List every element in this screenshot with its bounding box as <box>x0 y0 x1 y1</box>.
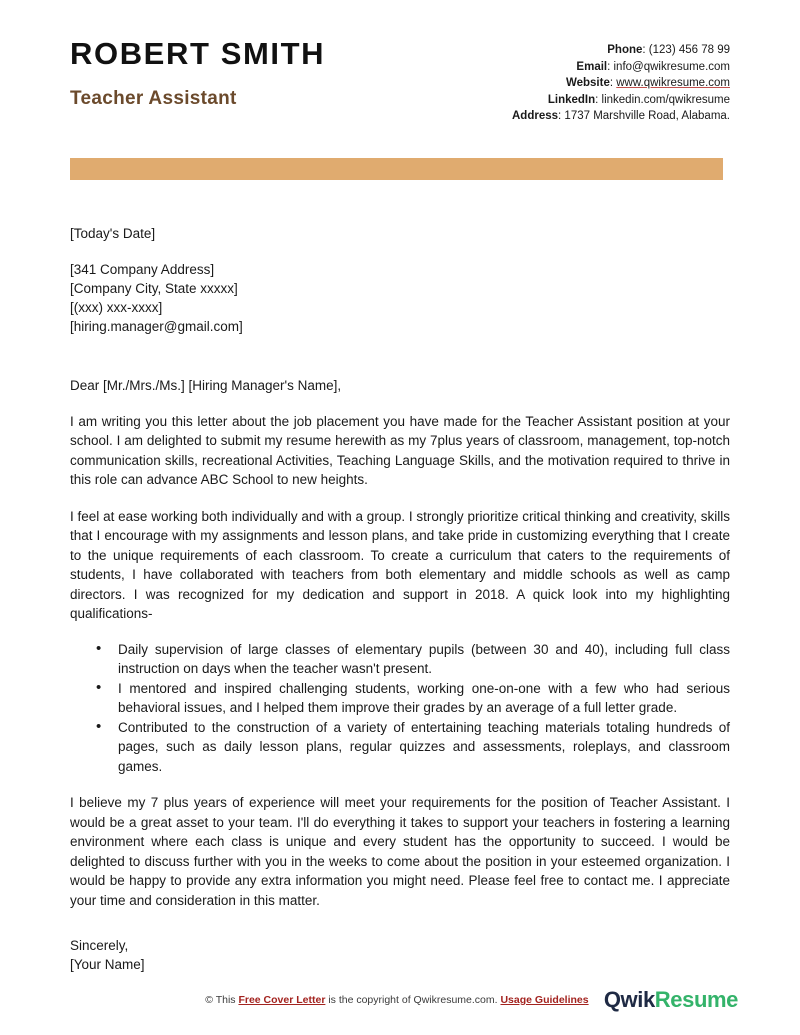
letter-body <box>70 224 730 975</box>
list-item: • Contributed to the construction of a variety of entertaining teaching materials totaling hundreds of pages, such as daily lesson plans, regular quizzes and assessments, roleplays, and classroom games. <box>118 718 730 777</box>
contact-separator: : <box>595 93 602 106</box>
body-paragraph-2: I feel at ease working both individually and with a group. I strongly prioritize critical thinking and creativity, skills that I encourage with my assignments and lesson plans, and take pride in customizing everything that I create to the unique requirements of each classroom. To create a curriculum that caters to the requirements of students, I have collaborated with teachers from both elementary and middle schools as well as camp directors. I was recognized for my dedication and support in 2018. A quick look into my highlighting qualifications- <box>70 508 730 621</box>
contact-value-address: 1737 Marshville Road, Alabama. <box>564 110 730 122</box>
contact-value-website-link[interactable]: www.qwikresume.com <box>616 77 730 89</box>
qualifications-list <box>70 640 730 777</box>
body-paragraph-1: I am writing you this letter about the job placement you have made for the Teacher Assistant position at your school. I am delighted to submit my resume herewith as my 7plus years of classroom, management, top-notch communication skills, recreational Activities, Teaching Language Skills, and the motivation required to thrive in this role can advance ABC School to new heights. <box>70 413 730 487</box>
contact-value-phone: (123) 456 78 99 <box>648 44 730 56</box>
contact-separator: : <box>607 60 614 73</box>
contact-row-website <box>512 75 730 92</box>
contact-value-linkedin: linkedin.com/qwikresume <box>601 93 730 106</box>
contact-label-email: Email <box>576 60 608 73</box>
letter-header <box>70 0 730 125</box>
contact-label-phone: Phone <box>607 44 643 56</box>
contact-label-linkedin: LinkedIn <box>547 93 596 106</box>
logo-text-resume: Resume <box>654 987 738 1012</box>
contact-label-address: Address <box>512 110 559 122</box>
salutation: Dear [Mr./Mrs./Ms.] [Hiring Manager's Name], <box>70 377 342 393</box>
contact-details-block <box>512 36 730 125</box>
copyright-icon: © <box>205 994 213 1006</box>
contact-separator: : <box>609 77 617 89</box>
recipient-line-email: [hiring.manager@gmail.com] <box>70 318 243 334</box>
candidate-name: ROBERT SMITH <box>70 36 326 71</box>
recipient-address-block <box>70 260 730 336</box>
letter-date: [Today's Date] <box>70 225 156 241</box>
contact-row-linkedin <box>512 92 730 109</box>
footer-text-before: This <box>212 994 239 1006</box>
contact-label-website: Website <box>565 77 610 89</box>
recipient-line-street: [341 Company Address] <box>70 261 215 277</box>
candidate-identity <box>70 36 325 110</box>
contact-separator: : <box>642 44 649 56</box>
free-cover-letter-link[interactable]: Free Cover Letter <box>238 994 326 1006</box>
footer-text-middle: is the copyright of Qwikresume.com. <box>325 994 501 1006</box>
recipient-line-phone: [(xxx) xxx-xxxx] <box>70 299 163 315</box>
accent-divider-bar <box>70 158 723 180</box>
contact-value-email: info@qwikresume.com <box>613 60 730 73</box>
logo-text-qwik: Qwik <box>603 987 655 1012</box>
sign-off: Sincerely, <box>70 938 129 953</box>
recipient-line-city: [Company City, State xxxxx] <box>70 280 238 296</box>
contact-row-phone <box>512 42 730 59</box>
contact-separator: : <box>558 110 565 122</box>
list-item: • I mentored and inspired challenging students, working one-on-one with a few who had serious behavioral issues, and I helped them improve their grades by an average of a full letter grade. <box>118 679 730 718</box>
qwikresume-logo[interactable] <box>604 989 738 1011</box>
body-paragraph-3: I believe my 7 plus years of experience will meet your requirements for the position of Teacher Assistant. I would be a great asset to your team. I'll do everything it takes to support your teachers in fostering a learning environment where each class is unique and every student has the opportunity to succeed. I would be delighted to discuss further with you in the weeks to come about the position in your esteemed organization. I would be happy to provide any extra information you might need. Please feel free to contact me. I appreciate your time and consideration in this matter. <box>70 795 730 908</box>
signature-name: [Your Name] <box>70 957 145 972</box>
footer-copyright-text <box>70 993 604 1007</box>
candidate-job-title: Teacher Assistant <box>70 87 237 109</box>
letter-closing <box>70 936 730 974</box>
contact-row-email <box>512 59 730 76</box>
contact-row-address <box>512 108 730 125</box>
usage-guidelines-link[interactable]: Usage Guidelines <box>500 994 589 1006</box>
list-item: • Daily supervision of large classes of elementary pupils (between 30 and 40), including full class instruction on days when the teacher wasn't present. <box>118 640 730 679</box>
page-footer <box>0 977 800 1023</box>
